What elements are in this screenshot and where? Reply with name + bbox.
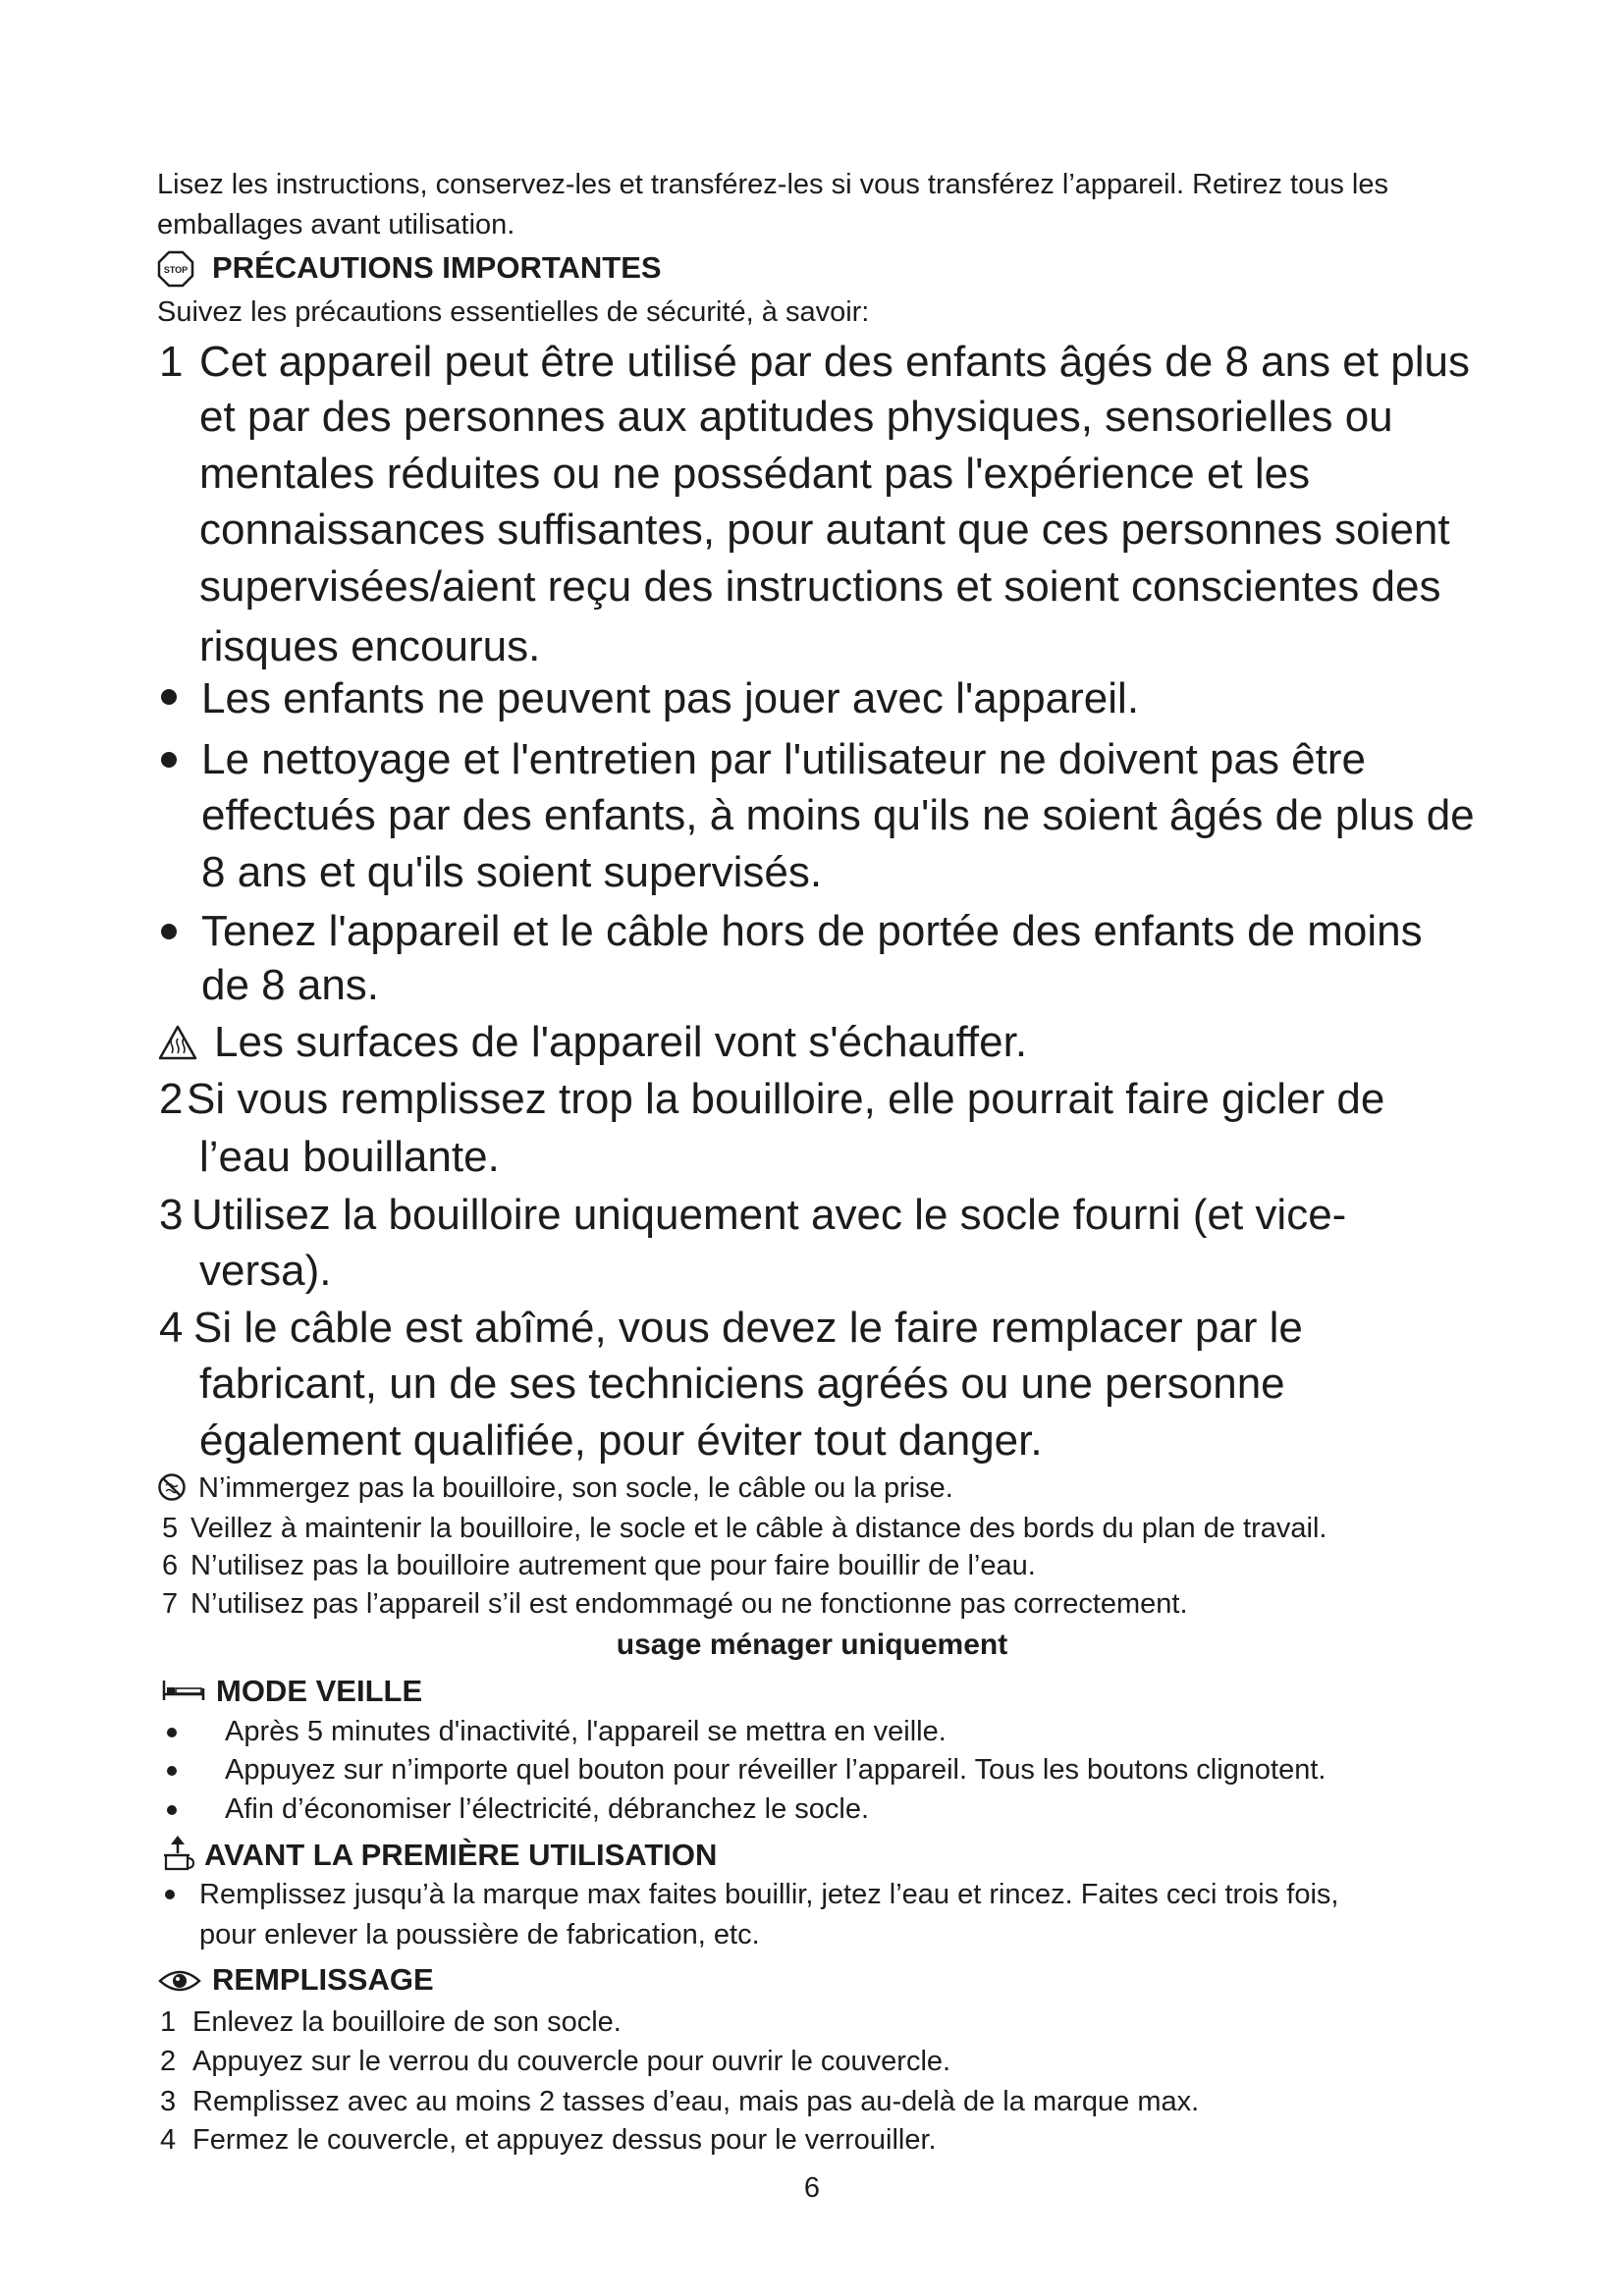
filling-item-3-number: 3	[160, 2086, 177, 2117]
filling-item-4-text: Fermez le couvercle, et appuyez dessus pour le verrouiller.	[192, 2124, 937, 2156]
bullet-2-line-2: effectués par des enfants, à moins qu'ils ne soient âgés de plus de	[201, 791, 1475, 839]
item-1-number: 1	[159, 338, 184, 386]
item-5-text: Veillez à maintenir la bouilloire, le socle et le câble à distance des bords du plan de travail.	[190, 1513, 1327, 1544]
bullet-dot	[167, 1766, 177, 1776]
hot-surface-warning-icon	[157, 1024, 198, 1061]
first-use-line-2: pour enlever la poussière de fabrication, etc.	[199, 1919, 760, 1950]
first-use-title: AVANT LA PREMIÈRE UTILISATION	[204, 1838, 718, 1872]
intro-line-1: Lisez les instructions, conservez-les et transférez-les si vous transférez l’appareil. Retirez tous les	[157, 169, 1388, 200]
filling-item-3-text: Remplissez avec au moins 2 tasses d’eau, mais pas au-delà de la marque max.	[192, 2086, 1200, 2117]
standby-item-2: Appuyez sur n’importe quel bouton pour réveiller l’appareil. Tous les boutons clignotent.	[225, 1754, 1326, 1786]
bullet-2-line-3: 8 ans et qu'ils soient supervisés.	[201, 848, 823, 896]
standby-item-1: Après 5 minutes d'inactivité, l'appareil se mettra en veille.	[225, 1716, 947, 1747]
standby-title: MODE VEILLE	[216, 1674, 423, 1708]
precautions-subtitle: Suivez les précautions essentielles de sécurité, à savoir:	[157, 296, 870, 328]
item-1-line-6: risques encourus.	[199, 622, 541, 670]
first-use-kettle-icon	[160, 1834, 195, 1873]
stop-icon-label: STOP	[163, 265, 189, 275]
item-6-number: 6	[162, 1550, 179, 1581]
item-5-number: 5	[162, 1513, 179, 1544]
first-use-line-1: Remplissez jusqu’à la marque max faites bouillir, jetez l’eau et rincez. Faites ceci trois fois,	[199, 1879, 1339, 1910]
item-1-line-3: mentales réduites ou ne possédant pas l'expérience et les	[199, 450, 1311, 498]
item-2-number: 2	[159, 1075, 184, 1123]
bullet-3-line-2: de 8 ans.	[201, 961, 380, 1009]
item-7-text: N’utilisez pas l’appareil s’il est endommagé ou ne fonctionne pas correctement.	[190, 1588, 1188, 1620]
standby-bed-icon	[162, 1677, 205, 1704]
filling-item-1-text: Enlevez la bouilloire de son socle.	[192, 2006, 622, 2038]
no-immerse-text: N’immergez pas la bouilloire, son socle, le câble ou la prise.	[198, 1472, 953, 1504]
item-6-text: N’utilisez pas la bouilloire autrement que pour faire bouillir de l’eau.	[190, 1550, 1036, 1581]
item-2-line-2: l’eau bouillante.	[199, 1133, 500, 1181]
item-3-line-1: Utilisez la bouilloire uniquement avec le socle fourni (et vice-	[191, 1191, 1347, 1239]
item-4-number: 4	[159, 1304, 184, 1352]
hot-surface-warning: Les surfaces de l'appareil vont s'échauffer.	[214, 1018, 1028, 1066]
precautions-title: PRÉCAUTIONS IMPORTANTES	[212, 250, 662, 285]
item-1-line-4: connaissances suffisantes, pour autant que ces personnes soient	[199, 506, 1450, 554]
filling-eye-icon	[157, 1966, 202, 1996]
item-1-line-1: Cet appareil peut être utilisé par des enfants âgés de 8 ans et plus	[199, 338, 1470, 386]
stop-icon	[157, 250, 194, 288]
item-1-line-5: supervisées/aient reçu des instructions et soient conscientes des	[199, 562, 1441, 611]
filling-item-2-text: Appuyez sur le verrou du couvercle pour ouvrir le couvercle.	[192, 2046, 951, 2077]
bullet-dot	[161, 689, 177, 705]
page-number: 6	[803, 2172, 821, 2204]
item-4-line-2: fabricant, un de ses techniciens agréés ou une personne	[199, 1360, 1285, 1408]
bullet-3-line-1: Tenez l'appareil et le câble hors de portée des enfants de moins	[201, 907, 1423, 955]
no-immerse-icon	[157, 1472, 187, 1502]
item-2-line-1: Si vous remplissez trop la bouilloire, elle pourrait faire gicler de	[187, 1075, 1385, 1123]
bullet-dot	[167, 1728, 177, 1737]
bullet-dot	[161, 924, 177, 939]
bullet-1-line-1: Les enfants ne peuvent pas jouer avec l'appareil.	[201, 674, 1140, 722]
bullet-dot	[161, 752, 177, 768]
bullet-dot	[165, 1890, 175, 1899]
filling-title: REMPLISSAGE	[212, 1962, 434, 1997]
item-4-line-3: également qualifiée, pour éviter tout danger.	[199, 1416, 1043, 1465]
item-4-line-1: Si le câble est abîmé, vous devez le faire remplacer par le	[193, 1304, 1303, 1352]
filling-item-2-number: 2	[160, 2046, 177, 2077]
standby-item-3: Afin d’économiser l’électricité, débranchez le socle.	[225, 1793, 870, 1825]
filling-item-4-number: 4	[160, 2124, 177, 2156]
filling-item-1-number: 1	[160, 2006, 177, 2038]
bullet-2-line-1: Le nettoyage et l'entretien par l'utilisateur ne doivent pas être	[201, 735, 1367, 783]
bullet-dot	[167, 1805, 177, 1815]
item-7-number: 7	[162, 1588, 179, 1620]
item-3-line-2: versa).	[199, 1247, 332, 1295]
intro-line-2: emballages avant utilisation.	[157, 209, 515, 240]
item-1-line-2: et par des personnes aux aptitudes physiques, sensorielles ou	[199, 393, 1393, 441]
household-use-note: usage ménager uniquement	[616, 1629, 1008, 1661]
item-3-number: 3	[159, 1191, 184, 1239]
